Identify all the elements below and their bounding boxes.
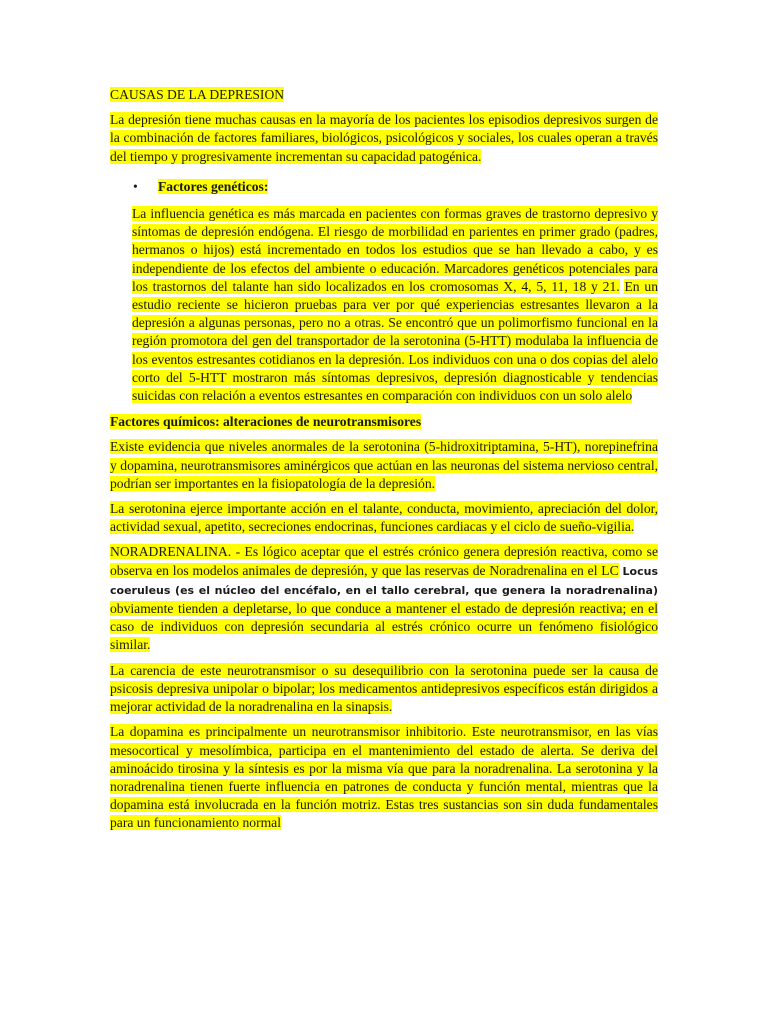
noradrenaline-paragraph: NORADRENALINA. - Es lógico aceptar que el estrés crónico genera depresión reactiva, como se observa en los modelos animales de depresión, y que las reservas de Noradrenalina en el LC Locus coeruleus (es el núcleo del encéfalo, en el tallo cerebral, que genera la noradrenalina) obviamente tienden a depletarse, lo que conduce a mantener el estado de depresión reactiva; en el caso de individuos con depresión secundaria al estrés crónico ocurre un fenómeno fisiológico similar. — [110, 544, 658, 653]
dopamine-paragraph: La dopamina es principalmente un neurotransmisor inhibitorio. Este neurotransmisor, en las vías mesocortical y mesolímbica, participa en el mantenimiento del estado de alerta. Se deriva del aminoácido tirosina y la síntesis es por la misma vía que para la noradrenalina. La serotonina y la noradrenalina tienen fuerte influencia en patrones de conducta y función mental, mientras que la dopamina está involucrada en la función motriz. Estas tres sustancias son sin duda fundamentales para un funcionamiento normal — [110, 724, 658, 831]
locus-coeruleus-note: Locus coeruleus (es el núcleo del encéfalo, en el tallo cerebral, que genera la noradrenalina) — [110, 564, 658, 597]
document-title: CAUSAS DE LA DEPRESION — [110, 87, 285, 102]
genetic-factors-heading: Factores genéticos: — [158, 178, 269, 194]
serotonin-evidence-paragraph: Existe evidencia que niveles anormales de la serotonina (5-hidroxitriptamina, 5-HT), norepinefrina y dopamina, neurotransmisores aminérgicos que actúan en las neuronas del sistema nervioso central, podrían ser importantes en la fisiopatología de la depresión. — [110, 439, 658, 491]
bullet-genetic-factors — [110, 178, 658, 196]
bullet-icon: • — [133, 178, 138, 194]
neurotransmitter-deficit-paragraph: La carencia de este neurotransmisor o su desequilibrio con la serotonina puede ser la causa de psicosis depresiva unipolar o bipolar; los medicamentos antidepresivos específicos están dirigidos a mejorar actividad de la noradrenalina en la sinapsis. — [110, 662, 658, 715]
serotonin-action-paragraph: La serotonina ejerce importante acción en el talante, conducta, movimiento, apreciación del dolor, actividad sexual, apetito, secreciones endocrinas, funciones cardiacas y el ciclo de sueño-vigilia. — [110, 501, 658, 535]
chemical-factors-heading: Factores químicos: alteraciones de neurotransmisores — [110, 414, 422, 430]
genetics-paragraph: La influencia genética es más marcada en pacientes con formas graves de trastorno depresivo y síntomas de depresión endógena. El riesgo de morbilidad en parientes en primer grado (padres, hermanos o hijos) está incrementado en todos los estudios que se han llevado a cabo, y es independiente de los efectos del ambiente o educación. Marcadores genéticos potenciales para los trastornos del talante han sido localizados en los cromosomas X, 4, 5, 11, 18 y 21. En un estudio reciente se hicieron pruebas para ver por qué experiencias estresantes llevaron a la depresión a algunas personas, pero no a otras. Se encontró que un polimorfismo funcional en la región promotora del gen del transportador de la serotonina (5-HTT) modulaba la influencia de los eventos estresantes cotidianos en la depresión. Los individuos con una o dos copias del alelo corto del 5-HTT mostraron más síntomas depresivos, depresión diagnosticable y tendencias suicidas con relación a eventos estresantes en comparación con individuos con un solo alelo — [132, 206, 658, 404]
intro-paragraph: La depresión tiene muchas causas en la mayoría de los pacientes los episodios depresivos surgen de la combinación de factores familiares, biológicos, psicológicos y sociales, los cuales operan a través del tiempo y progresivamente incrementan su capacidad patogénica. — [110, 112, 658, 164]
document-body — [110, 86, 658, 840]
